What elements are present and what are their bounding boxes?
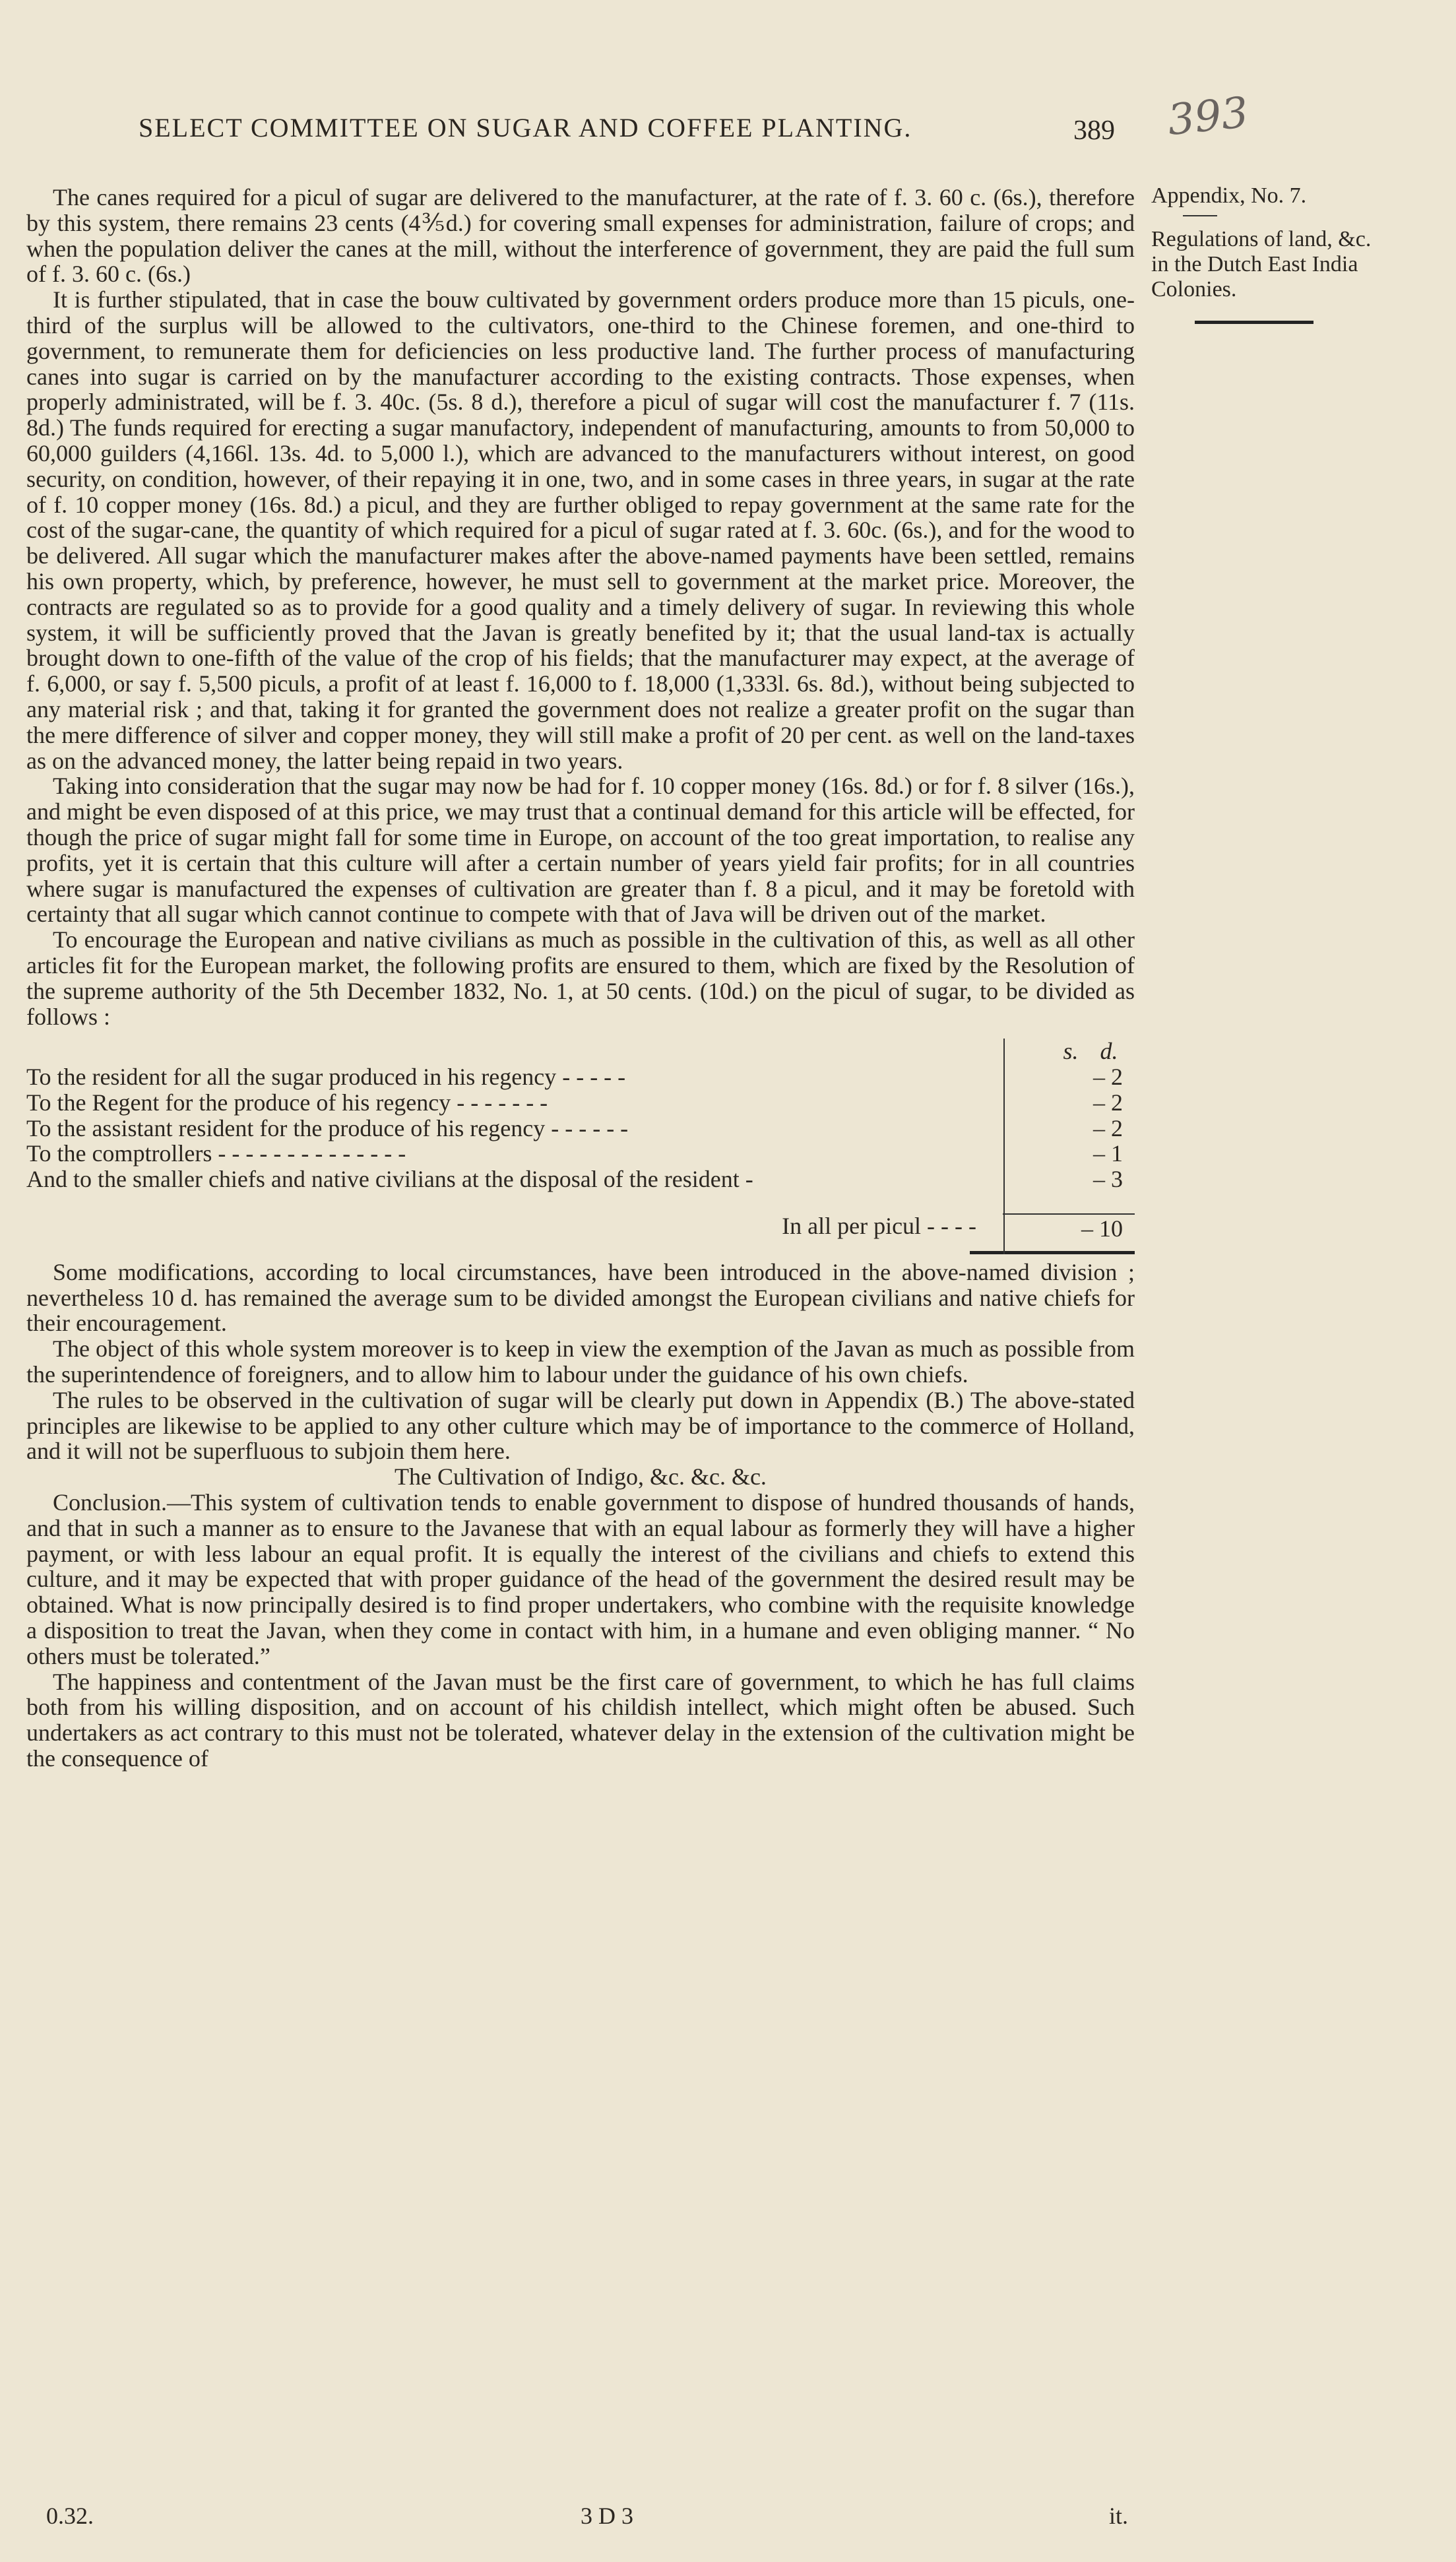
table-row: [26, 1141, 1135, 1167]
footer-code: 0.32.: [46, 2503, 94, 2529]
paragraph: The object of this whole system moreover is to keep in view the exemption of the Javan as much as possible from the superintendence of foreigners, and to allow him to labour under the guidance of his own chiefs.: [26, 1335, 1135, 1388]
handwritten-folio-number: 393: [1165, 88, 1251, 146]
paragraph: Taking into consideration that the sugar may now be had for f. 10 copper money (16s. 8d.) or for f. 8 silver (16s.), and might be even disposed of at this price, we may trust that a continual demand for this article will be effected, for though the price of sugar might fall for some time in Europe, on account of the too great importation, to realise any profits, yet it is certain that this culture will after a certain number of years yield fair profits; for in all countries where sugar is manufactured the expenses of cultivation are greater than f. 8 a picul, and it may be foretold with certainty that all sugar which cannot continue to compete with that of Java will be driven out of the market.: [26, 773, 1135, 928]
row-amount: – 2: [1093, 1089, 1123, 1116]
unit-shillings: s.: [1063, 1038, 1079, 1065]
total-label: In all per picul - - - -: [782, 1213, 976, 1240]
row-label: To the assistant resident for the produce of his regency - - - - - -: [26, 1114, 629, 1141]
catchword: it.: [1108, 2503, 1128, 2529]
row-amount: – 2: [1093, 1114, 1123, 1141]
row-label: And to the smaller chiefs and native civilians at the disposal of the resident -: [26, 1166, 753, 1193]
row-label: To the resident for all the sugar produced in his regency - - - - -: [26, 1064, 626, 1091]
row-label: To the comptrollers - - - - - - - - - - - - - -: [26, 1140, 406, 1167]
row-amount: – 1: [1093, 1140, 1123, 1167]
paragraph: Conclusion.—This system of cultivation tends to enable government to dispose of hundred thousands of hands, and that in such a manner as to ensure to the Javanese that with an equal labour as formerly they will have a higher payment, or with less labour an equal profit. It is equally the interest of the civilians and chiefs to extend this culture, and it may be expected that with proper guidance of the head of the government the desired result may be obtained. What is now principally desired is to find proper undertakers, who combine with the requisite knowledge a disposition to treat the Javan, when they come in contact with him, in a humane and even obliging manner. “ No others must be tolerated.”: [26, 1489, 1135, 1669]
section-subheading: The Cultivation of Indigo, &c. &c. &c.: [395, 1463, 767, 1490]
margin-note: [1151, 183, 1376, 324]
body-text: [26, 185, 1135, 1772]
paragraph: The canes required for a picul of sugar are delivered to the manufacturer, at the rate of f. 3. 60 c. (6s.), therefore by this system, there remains 23 cents (4⅗d.) for covering small expenses for administration, failure of crops; and when the population deliver the canes at the mill, without the interference of government, they are paid the full sum of f. 3. 60 c. (6s.): [26, 184, 1135, 288]
table-row: [26, 1090, 1135, 1116]
table-vertical-rule: [1003, 1039, 1005, 1254]
signature-mark: 3 D 3: [581, 2503, 633, 2529]
table-row: [26, 1064, 1135, 1090]
margin-note-appendix: Appendix, No. 7.: [1151, 183, 1307, 208]
page-footer: [26, 2502, 1135, 2535]
paragraph: The happiness and contentment of the Javan must be the first care of government, to which he has full claims both from his willing disposition, and on account of his childish intellect, which might often be abused. Such undertakers as act contrary to this must not be tolerated, whatever delay in the extension of the cultivation might be the consequence of: [26, 1668, 1135, 1772]
page-header: [26, 112, 1122, 165]
paragraph: Some modifications, according to local circumstances, have been introduced in the above-named division ; nevertheless 10 d. has remained the average sum to be divided amongst the European civilians and native chiefs for their encouragement.: [26, 1258, 1135, 1337]
total-rule: [970, 1251, 1135, 1254]
table-units-header: [26, 1039, 1135, 1064]
table-row: [26, 1116, 1135, 1141]
total-amount: – 10: [1003, 1213, 1135, 1242]
unit-pence: d.: [1100, 1038, 1118, 1065]
margin-note-dash: [1183, 215, 1217, 216]
running-title: SELECT COMMITTEE ON SUGAR AND COFFEE PLANTING.: [139, 113, 912, 143]
table-total-row: [26, 1213, 1135, 1242]
paragraph: It is further stipulated, that in case the bouw cultivated by government orders produce more than 15 piculs, one-third of the surplus will be allowed to the cultivators, one-third to the Chinese foremen, and one-third to government, to remunerate them for deficiencies on less productive land. The further process of manufacturing canes into sugar is carried on by the manufacturer according to the existing contracts. Those expenses, when properly administrated, will be f. 3. 40c. (5s. 8 d.), therefore a picul of sugar will cost the manufacturer f. 7 (11s. 8d.) The funds required for erecting a sugar manufactory, independent of manufacturing, amounts to from 50,000 to 60,000 guilders (4,166l. 13s. 4d. to 5,000 l.), which are advanced to the manufacturers without interest, on good security, on condition, however, of their repaying it in one, two, and in some cases in three years, in sugar at the rate of f. 10 copper money (16s. 8d.) a picul, and they are further obliged to repay government at the same rate for the cost of the sugar-cane, the quantity of which required for a picul of sugar rated at f. 3. 60c. (6s.), and for the wood to be delivered. All sugar which the manufacturer makes after the above-named payments have been settled, remains his own property, which, by preference, however, he must sell to government at the market price. Moreover, the contracts are regulated so as to provide for a good quality and a timely delivery of sugar. In reviewing this whole system, it will be sufficiently proved that the Javan is greatly benefited by it; that the usual land-tax is actually brought down to one-fifth of the value of the crop of his fields; that the manufacturer may expect, at the average of f. 6,000, or say f. 5,500 piculs, a profit of at least f. 16,000 to f. 18,000 (1,333l. 6s. 8d.), without being subjected to any material risk ; and that, taking it for granted the government does not realize a greater profit on the sugar than the mere difference of silver and copper money, they will still make a profit of 20 per cent. as well on the land-taxes as on the advanced money, the latter being repaid in two years.: [26, 286, 1135, 774]
table-row: [26, 1167, 1135, 1192]
margin-note-rule: [1195, 321, 1314, 324]
row-amount: – 2: [1093, 1064, 1123, 1091]
row-amount: – 3: [1093, 1166, 1123, 1193]
paragraph: The rules to be observed in the cultivation of sugar will be clearly put down in Appendix (B.) The above-stated principles are likewise to be applied to any other culture which may be of importance to the commerce of Holland, and it will not be superfluous to subjoin them here.: [26, 1386, 1135, 1465]
page-number: 389: [1073, 115, 1115, 146]
paragraph: To encourage the European and native civilians as much as possible in the cultivation of this, as well as all other articles fit for the European market, the following profits are ensured to them, which are fixed by the Resolution of the supreme authority of the 5th December 1832, No. 1, at 50 cents. (10d.) on the picul of sugar, to be divided as follows :: [26, 926, 1135, 1030]
margin-note-title: Regulations of land, &c. in the Dutch East India Colonies.: [1151, 227, 1372, 302]
row-label: To the Regent for the produce of his regency - - - - - - -: [26, 1089, 548, 1116]
profit-division-table: [26, 1039, 1135, 1254]
